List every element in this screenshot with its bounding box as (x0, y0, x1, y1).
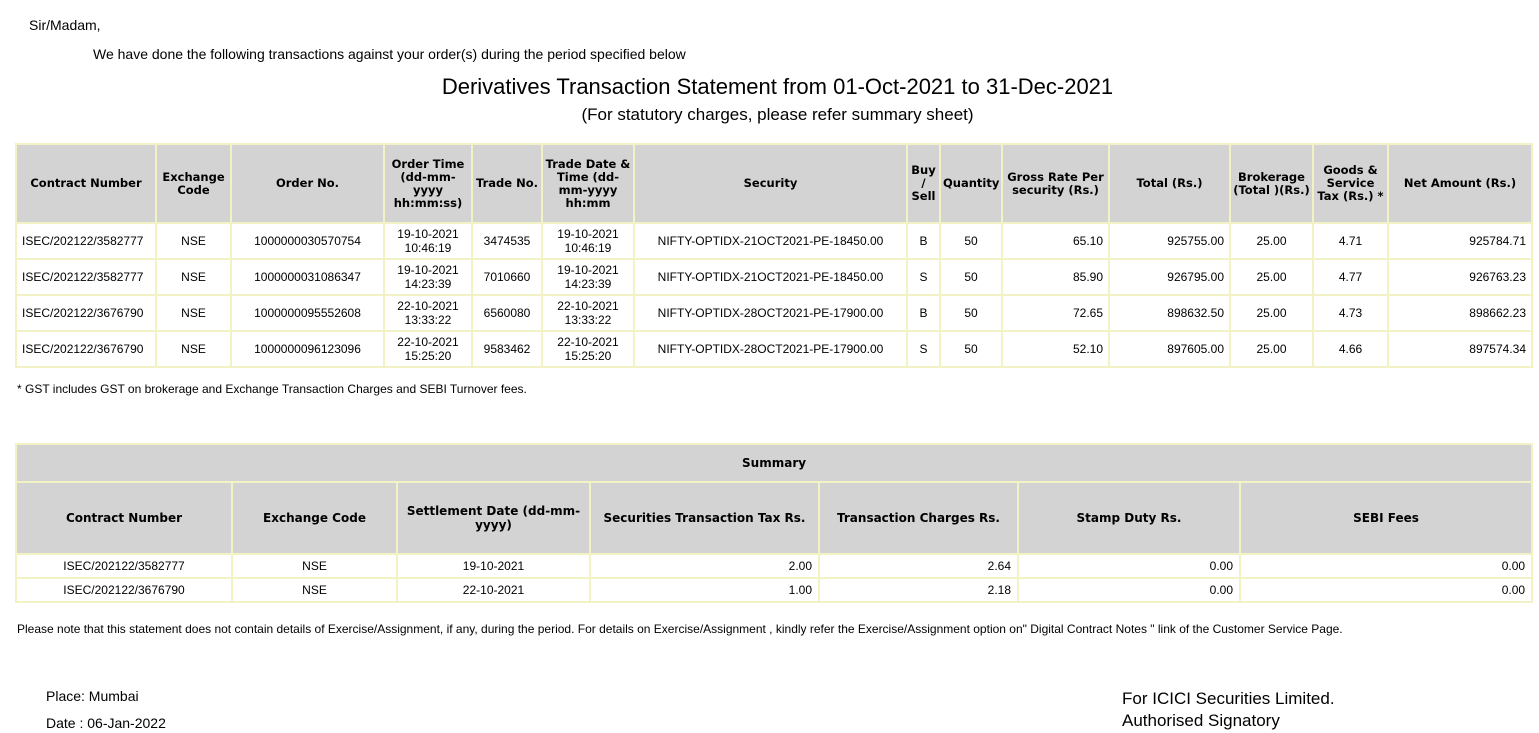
exchange-code: NSE (156, 331, 231, 367)
statement-subtitle: (For statutory charges, please refer summary sheet) (581, 105, 974, 124)
total: 926795.00 (1109, 259, 1230, 295)
security: NIFTY-OPTIDX-21OCT2021-PE-18450.00 (634, 223, 907, 259)
quantity: 50 (940, 223, 1002, 259)
trade-time (542, 259, 634, 295)
trade-clock: 14:23:39 (564, 277, 612, 291)
col-transaction-charges: Transaction Charges Rs. (819, 482, 1018, 554)
col-contract-number: Contract Number (16, 482, 232, 554)
stamp-duty: 0.00 (1018, 554, 1240, 578)
trade-no: 3474535 (472, 223, 542, 259)
table-row (16, 331, 1532, 367)
col-stt: Securities Transaction Tax Rs. (590, 482, 819, 554)
table-row (16, 295, 1532, 331)
net-amount: 897574.34 (1388, 331, 1532, 367)
trade-no: 7010660 (472, 259, 542, 295)
quantity: 50 (940, 331, 1002, 367)
order-clock: 14:23:39 (404, 277, 452, 291)
transactions-header-row (16, 144, 1532, 223)
order-time (384, 295, 472, 331)
order-clock: 15:25:20 (404, 349, 452, 363)
statement-title: Derivatives Transaction Statement from 01-Oct-2021 to 31-Dec-2021 (441, 74, 1114, 99)
settlement-date: 19-10-2021 (397, 554, 590, 578)
exchange-code: NSE (156, 259, 231, 295)
transaction-charges: 2.18 (819, 578, 1018, 602)
security: NIFTY-OPTIDX-21OCT2021-PE-18450.00 (634, 259, 907, 295)
table-row (16, 578, 1532, 602)
col-security: Security (634, 144, 907, 223)
order-clock: 13:33:22 (404, 313, 452, 327)
authorised-signatory: Authorised Signatory (1122, 711, 1280, 730)
col-net-amount: Net Amount (Rs.) (1388, 144, 1532, 223)
col-settlement-date: Settlement Date (dd-mm-yyyy) (397, 482, 590, 554)
gst: 4.71 (1313, 223, 1388, 259)
exercise-assignment-note: Please note that this statement does not contain details of Exercise/Assignment, if any, during the period. For details on Exercise/Assignment , kindly refer the Exercise/Assignment option on" Digital Contract Notes " link of the Customer Service Page. (17, 622, 1343, 636)
col-gst: Goods & Service Tax (Rs.) * (1313, 144, 1388, 223)
place: Place: Mumbai (46, 688, 139, 704)
trade-date: 19-10-2021 (557, 263, 619, 277)
gross-rate: 85.90 (1002, 259, 1109, 295)
col-brokerage: Brokerage (Total )(Rs.) (1230, 144, 1313, 223)
gross-rate: 52.10 (1002, 331, 1109, 367)
col-sebi-fees: SEBI Fees (1240, 482, 1532, 554)
buy-sell: B (907, 223, 940, 259)
total: 898632.50 (1109, 295, 1230, 331)
order-time (384, 259, 472, 295)
order-date: 19-10-2021 (397, 227, 459, 241)
col-trade-date: Trade Date & Time (dd-mm-yyyy hh:mm (542, 144, 634, 223)
buy-sell: B (907, 295, 940, 331)
contract-number: ISEC/202122/3676790 (16, 331, 156, 367)
salutation: Sir/Madam, (29, 17, 101, 33)
security: NIFTY-OPTIDX-28OCT2021-PE-17900.00 (634, 331, 907, 367)
buy-sell: S (907, 331, 940, 367)
summary-title: Summary (16, 444, 1532, 482)
trade-no: 6560080 (472, 295, 542, 331)
col-order-no: Order No. (231, 144, 384, 223)
brokerage: 25.00 (1230, 295, 1313, 331)
signer-company: For ICICI Securities Limited. (1122, 689, 1335, 708)
order-time (384, 331, 472, 367)
col-stamp-duty: Stamp Duty Rs. (1018, 482, 1240, 554)
trade-time (542, 331, 634, 367)
gst: 4.77 (1313, 259, 1388, 295)
stt: 1.00 (590, 578, 819, 602)
exchange-code: NSE (232, 578, 397, 602)
summary-header-row (16, 482, 1532, 554)
col-exchange-code: Exchange Code (232, 482, 397, 554)
trade-clock: 10:46:19 (564, 241, 612, 255)
sebi-fees: 0.00 (1240, 578, 1532, 602)
stt: 2.00 (590, 554, 819, 578)
order-date: 22-10-2021 (397, 335, 459, 349)
col-order-time: Order Time (dd-mm-yyyy hh:mm:ss) (384, 144, 472, 223)
summary-title-row (16, 444, 1532, 482)
security: NIFTY-OPTIDX-28OCT2021-PE-17900.00 (634, 295, 907, 331)
trade-time (542, 223, 634, 259)
order-time (384, 223, 472, 259)
trade-date: 19-10-2021 (557, 227, 619, 241)
order-date: 22-10-2021 (397, 299, 459, 313)
order-no: 1000000030570754 (231, 223, 384, 259)
brokerage: 25.00 (1230, 223, 1313, 259)
gst: 4.66 (1313, 331, 1388, 367)
contract-number: ISEC/202122/3676790 (16, 295, 156, 331)
order-clock: 10:46:19 (404, 241, 452, 255)
table-row (16, 554, 1532, 578)
quantity: 50 (940, 295, 1002, 331)
net-amount: 898662.23 (1388, 295, 1532, 331)
brokerage: 25.00 (1230, 331, 1313, 367)
order-no: 1000000096123096 (231, 331, 384, 367)
contract-number: ISEC/202122/3676790 (16, 578, 232, 602)
trade-date: 22-10-2021 (557, 335, 619, 349)
buy-sell: S (907, 259, 940, 295)
trade-clock: 15:25:20 (564, 349, 612, 363)
trade-clock: 13:33:22 (564, 313, 612, 327)
summary-table (15, 443, 1533, 603)
gst-footnote: * GST includes GST on brokerage and Exchange Transaction Charges and SEBI Turnover fees. (17, 382, 527, 396)
col-exchange-code: Exchange Code (156, 144, 231, 223)
gross-rate: 72.65 (1002, 295, 1109, 331)
sebi-fees: 0.00 (1240, 554, 1532, 578)
order-no: 1000000031086347 (231, 259, 384, 295)
exchange-code: NSE (156, 295, 231, 331)
contract-number: ISEC/202122/3582777 (16, 223, 156, 259)
stamp-duty: 0.00 (1018, 578, 1240, 602)
col-trade-no: Trade No. (472, 144, 542, 223)
order-date: 19-10-2021 (397, 263, 459, 277)
transaction-charges: 2.64 (819, 554, 1018, 578)
total: 925755.00 (1109, 223, 1230, 259)
col-contract-number: Contract Number (16, 144, 156, 223)
net-amount: 926763.23 (1388, 259, 1532, 295)
order-no: 1000000095552608 (231, 295, 384, 331)
table-row (16, 259, 1532, 295)
transactions-table (15, 143, 1533, 368)
quantity: 50 (940, 259, 1002, 295)
table-row (16, 223, 1532, 259)
exchange-code: NSE (232, 554, 397, 578)
exchange-code: NSE (156, 223, 231, 259)
contract-number: ISEC/202122/3582777 (16, 554, 232, 578)
brokerage: 25.00 (1230, 259, 1313, 295)
statement-date: Date : 06-Jan-2022 (46, 715, 166, 731)
settlement-date: 22-10-2021 (397, 578, 590, 602)
gst: 4.73 (1313, 295, 1388, 331)
col-gross-rate: Gross Rate Per security (Rs.) (1002, 144, 1109, 223)
trade-no: 9583462 (472, 331, 542, 367)
gross-rate: 65.10 (1002, 223, 1109, 259)
col-quantity: Quantity (940, 144, 1002, 223)
net-amount: 925784.71 (1388, 223, 1532, 259)
intro-text: We have done the following transactions against your order(s) during the period specified below (93, 46, 686, 62)
col-total: Total (Rs.) (1109, 144, 1230, 223)
contract-number: ISEC/202122/3582777 (16, 259, 156, 295)
total: 897605.00 (1109, 331, 1230, 367)
col-buy-sell: Buy / Sell (907, 144, 940, 223)
trade-date: 22-10-2021 (557, 299, 619, 313)
trade-time (542, 295, 634, 331)
